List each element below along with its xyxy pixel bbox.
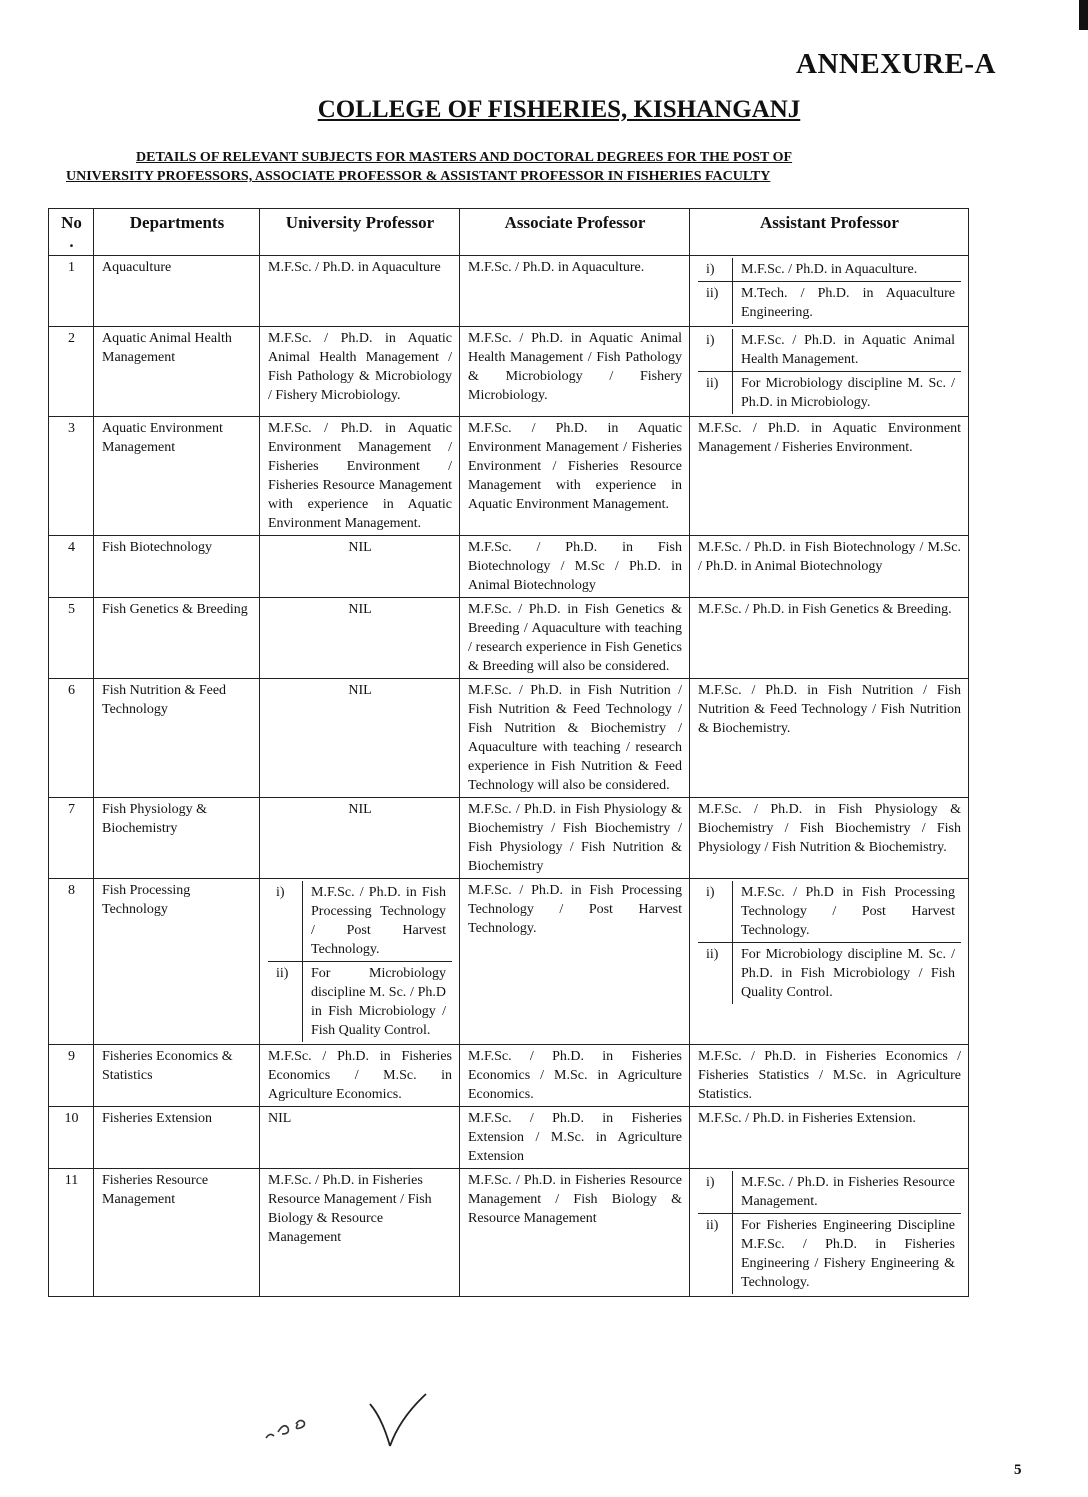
- sub-label: ii): [698, 282, 733, 325]
- associate-cell: M.F.Sc. / Ph.D. in Fish Nutrition / Fish Nutrition & Feed Technology / Fish Nutrition & Biochemistry / Aquaculture with teaching / research experience in Fish Nutrition & Feed Technology will also be considered.: [460, 679, 690, 798]
- assistant-subtable: [698, 329, 961, 414]
- details-heading: [66, 148, 946, 186]
- university-cell: M.F.Sc. / Ph.D. in Aquatic Environment Management / Fisheries Environment / Fisheries Resource Management with experience in Aquatic Environment Management.: [260, 417, 460, 536]
- header-university-professor: University Professor: [260, 209, 460, 256]
- department-cell: Aquatic Animal Health Management: [94, 327, 260, 417]
- table-row: [49, 327, 969, 417]
- row-number: 2: [49, 327, 94, 417]
- university-subtable: [268, 881, 452, 1042]
- table-row: [49, 1045, 969, 1107]
- university-cell: M.F.Sc. / Ph.D. in Aquaculture: [260, 256, 460, 327]
- assistant-cell: M.F.Sc. / Ph.D. in Aquatic Environment Management / Fisheries Environment.: [690, 417, 969, 536]
- sub-option: M.F.Sc. / Ph.D. in Aquaculture.: [741, 262, 918, 277]
- header-associate-professor: Associate Professor: [460, 209, 690, 256]
- department-cell: Fish Physiology & Biochemistry: [94, 798, 260, 879]
- sub-option: For Microbiology discipline M. Sc. / Ph.D. in Fish Microbiology / Fish Quality Control.: [733, 943, 962, 1005]
- table-row: [49, 798, 969, 879]
- department-cell: Aquaculture: [94, 256, 260, 327]
- department-cell: Fisheries Economics & Statistics: [94, 1045, 260, 1107]
- table-row: [49, 1169, 969, 1297]
- sub-label: i): [698, 881, 733, 943]
- qualifications-table: [48, 208, 969, 1297]
- row-number: 8: [49, 879, 94, 1045]
- sub-label: i): [698, 329, 733, 372]
- sub-option: M.Tech. / Ph.D. in Aquaculture Engineering.: [733, 282, 962, 325]
- row-number: 6: [49, 679, 94, 798]
- table-row: [49, 536, 969, 598]
- sub-label: ii): [698, 1214, 733, 1295]
- associate-cell: M.F.Sc. / Ph.D. in Aquatic Animal Health Management / Fish Pathology & Microbiology / Fishery Microbiology.: [460, 327, 690, 417]
- associate-cell: M.F.Sc. / Ph.D. in Fish Physiology & Biochemistry / Fish Biochemistry / Fish Physiology / Fish Nutrition & Biochemistry: [460, 798, 690, 879]
- assistant-cell: [690, 879, 969, 1045]
- assistant-cell: M.F.Sc. / Ph.D. in Fisheries Extension.: [690, 1107, 969, 1169]
- assistant-cell: M.F.Sc. / Ph.D. in Fisheries Economics / Fisheries Statistics / M.Sc. in Agriculture Statistics.: [690, 1045, 969, 1107]
- assistant-cell: [690, 1169, 969, 1297]
- assistant-cell: M.F.Sc. / Ph.D. in Fish Physiology & Biochemistry / Fish Biochemistry / Fish Physiology / Fish Nutrition & Biochemistry.: [690, 798, 969, 879]
- table-row: [49, 256, 969, 327]
- table-row: [49, 598, 969, 679]
- associate-cell: M.F.Sc. / Ph.D. in Fish Genetics & Breeding / Aquaculture with teaching / research experience in Fish Genetics & Breeding will also be considered.: [460, 598, 690, 679]
- scan-corner-mark: [1079, 0, 1088, 30]
- assistant-cell: M.F.Sc. / Ph.D. in Fish Biotechnology / M.Sc. / Ph.D. in Animal Biotechnology: [690, 536, 969, 598]
- department-cell: Fisheries Resource Management: [94, 1169, 260, 1297]
- sub-option: M.F.Sc. / Ph.D in Fish Processing Technology / Post Harvest Technology.: [741, 885, 955, 938]
- university-cell: [260, 879, 460, 1045]
- sub-option: For Microbiology discipline M. Sc. / Ph.D in Fish Microbiology / Fish Quality Control.: [303, 962, 453, 1043]
- sub-option: For Microbiology discipline M. Sc. / Ph.D. in Microbiology.: [733, 372, 962, 415]
- university-cell: NIL: [260, 536, 460, 598]
- assistant-subtable: [698, 1171, 961, 1294]
- handwritten-signature: [252, 1380, 442, 1450]
- details-line-2: UNIVERSITY PROFESSORS, ASSOCIATE PROFESSOR & ASSISTANT PROFESSOR IN FISHERIES FACULTY: [66, 169, 771, 184]
- header-no: No .: [49, 209, 94, 256]
- details-line-1: DETAILS OF RELEVANT SUBJECTS FOR MASTERS AND DOCTORAL DEGREES FOR THE POST OF: [136, 150, 793, 165]
- associate-cell: M.F.Sc. / Ph.D. in Fish Processing Technology / Post Harvest Technology.: [460, 879, 690, 1045]
- department-cell: Aquatic Environment Management: [94, 417, 260, 536]
- assistant-cell: [690, 256, 969, 327]
- annexure-label: ANNEXURE-A: [796, 48, 996, 80]
- college-title: COLLEGE OF FISHERIES, KISHANGANJ: [317, 96, 801, 123]
- university-cell: NIL: [260, 1107, 460, 1169]
- associate-cell: M.F.Sc. / Ph.D. in Fisheries Extension / M.Sc. in Agriculture Extension: [460, 1107, 690, 1169]
- sub-option: M.F.Sc. / Ph.D. in Fisheries Resource Management.: [741, 1175, 955, 1209]
- assistant-cell: M.F.Sc. / Ph.D. in Fish Genetics & Breeding.: [690, 598, 969, 679]
- page-number: 5: [1014, 1462, 1022, 1478]
- row-number: 3: [49, 417, 94, 536]
- associate-cell: M.F.Sc. / Ph.D. in Fish Biotechnology / M.Sc / Ph.D. in Animal Biotechnology: [460, 536, 690, 598]
- assistant-subtable: [698, 881, 961, 1004]
- assistant-cell: M.F.Sc. / Ph.D. in Fish Nutrition / Fish Nutrition & Feed Technology / Fish Nutrition & Biochemistry.: [690, 679, 969, 798]
- sub-label: ii): [698, 372, 733, 415]
- department-cell: Fish Processing Technology: [94, 879, 260, 1045]
- table-row: [49, 679, 969, 798]
- sub-label: i): [698, 1171, 733, 1214]
- row-number: 9: [49, 1045, 94, 1107]
- row-number: 10: [49, 1107, 94, 1169]
- sub-option: For Fisheries Engineering Discipline M.F.Sc. / Ph.D. in Fisheries Engineering / Fishery Engineering & Technology.: [733, 1214, 962, 1295]
- department-cell: Fish Nutrition & Feed Technology: [94, 679, 260, 798]
- university-cell: M.F.Sc. / Ph.D. in Fisheries Resource Management / Fish Biology & Resource Management: [260, 1169, 460, 1297]
- associate-cell: M.F.Sc. / Ph.D. in Fisheries Economics / M.Sc. in Agriculture Economics.: [460, 1045, 690, 1107]
- department-cell: Fisheries Extension: [94, 1107, 260, 1169]
- row-number: 1: [49, 256, 94, 327]
- university-cell: NIL: [260, 798, 460, 879]
- associate-cell: M.F.Sc. / Ph.D. in Aquaculture.: [460, 256, 690, 327]
- university-cell: NIL: [260, 679, 460, 798]
- table-header-row: [49, 209, 969, 256]
- table-row: [49, 1107, 969, 1169]
- associate-cell: M.F.Sc. / Ph.D. in Fisheries Resource Management / Fish Biology & Resource Management: [460, 1169, 690, 1297]
- row-number: 11: [49, 1169, 94, 1297]
- table-row: [49, 879, 969, 1045]
- sub-label: ii): [698, 943, 733, 1005]
- department-cell: Fish Genetics & Breeding: [94, 598, 260, 679]
- university-cell: M.F.Sc. / Ph.D. in Aquatic Animal Health Management / Fish Pathology & Microbiology / Fishery Microbiology.: [260, 327, 460, 417]
- table-row: [49, 417, 969, 536]
- university-cell: M.F.Sc. / Ph.D. in Fisheries Economics / M.Sc. in Agriculture Economics.: [260, 1045, 460, 1107]
- university-cell: NIL: [260, 598, 460, 679]
- sub-option: M.F.Sc. / Ph.D. in Aquatic Animal Health Management.: [741, 333, 955, 367]
- assistant-cell: [690, 327, 969, 417]
- header-assistant-professor: Assistant Professor: [690, 209, 969, 256]
- associate-cell: M.F.Sc. / Ph.D. in Aquatic Environment Management / Fisheries Environment / Fisheries Resource Management with experience in Aquatic Environment Management.: [460, 417, 690, 536]
- sub-label: i): [268, 881, 303, 962]
- sub-option: M.F.Sc. / Ph.D. in Fish Processing Technology / Post Harvest Technology.: [311, 885, 446, 957]
- header-departments: Departments: [94, 209, 260, 256]
- sub-label: ii): [268, 962, 303, 1043]
- row-number: 7: [49, 798, 94, 879]
- sub-label: i): [698, 258, 733, 282]
- row-number: 4: [49, 536, 94, 598]
- assistant-subtable: [698, 258, 961, 324]
- department-cell: Fish Biotechnology: [94, 536, 260, 598]
- row-number: 5: [49, 598, 94, 679]
